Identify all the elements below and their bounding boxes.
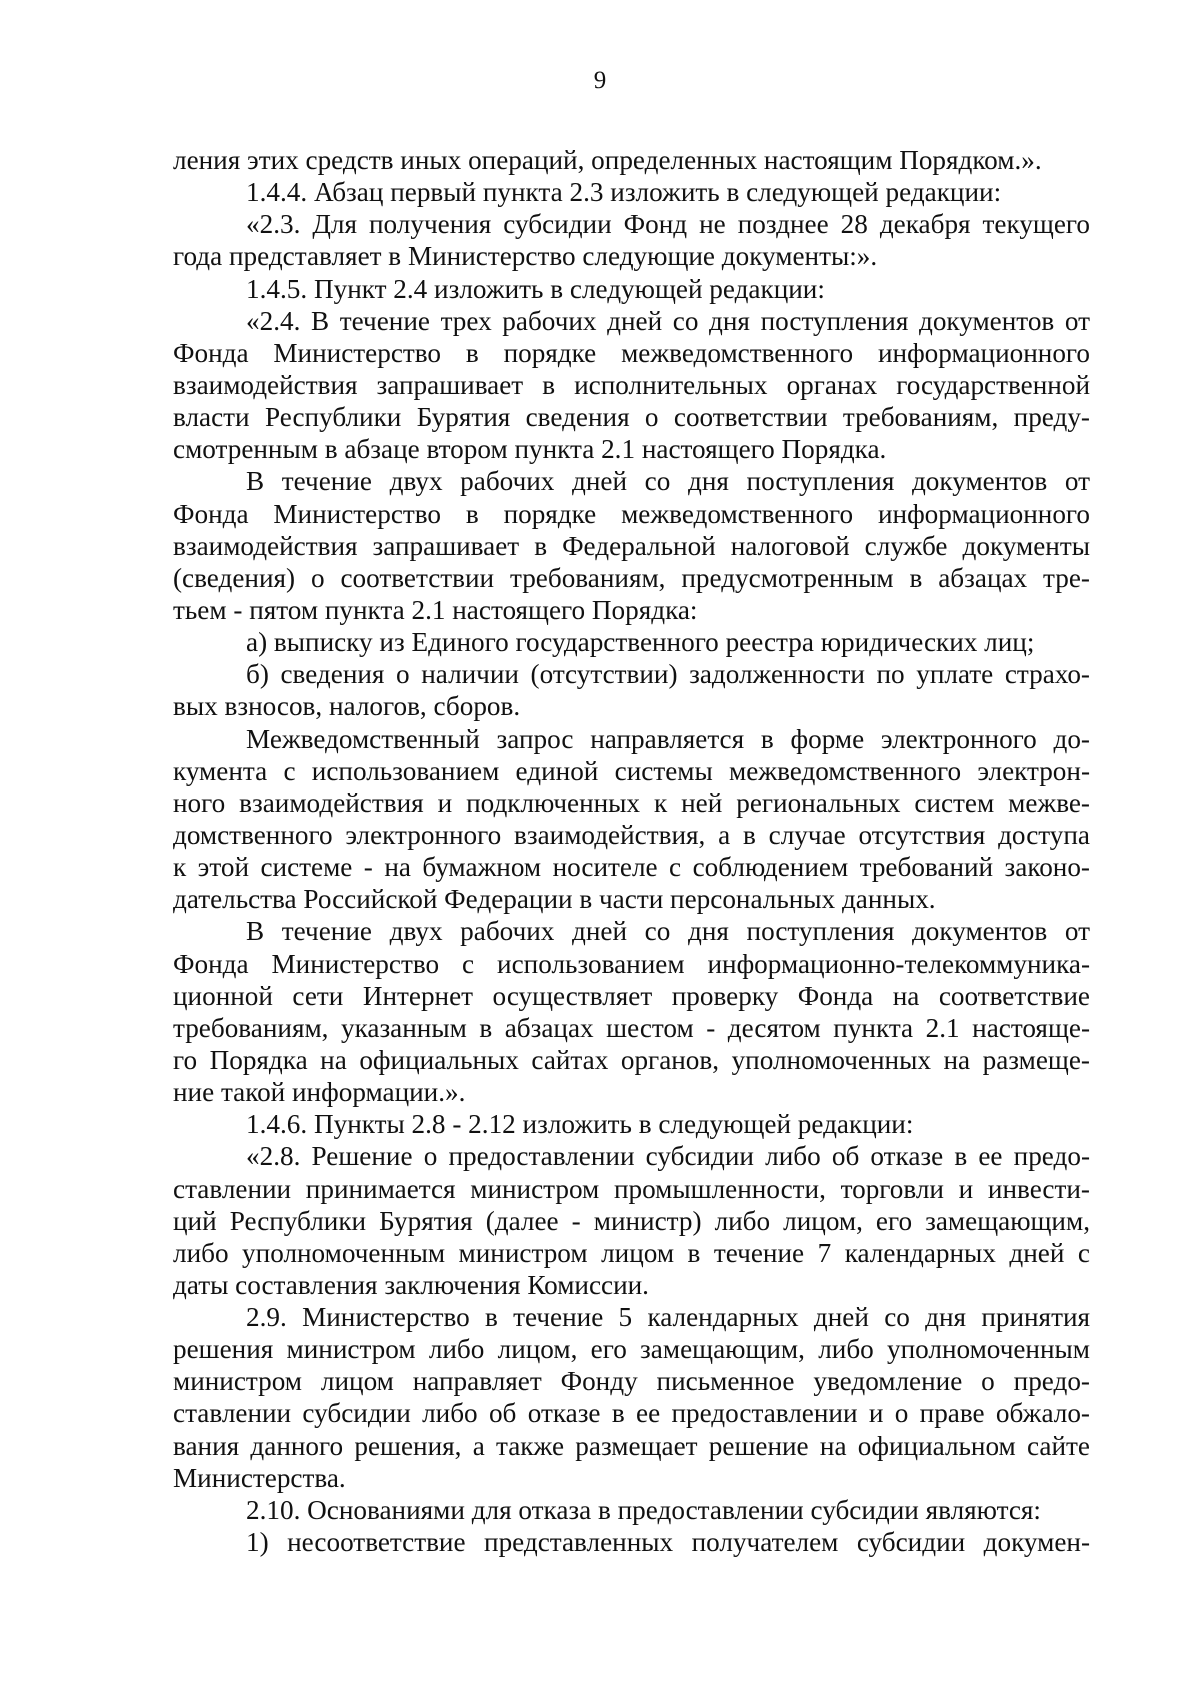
text-line: В течение двух рабочих дней со дня поступления документов от (246, 916, 1090, 947)
text-line: 1.4.4. Абзац первый пункта 2.3 изложить в следующей редакции: (246, 177, 1002, 208)
text-line: смотренным в абзаце втором пункта 2.1 настоящего Порядка. (173, 434, 887, 465)
text-line: либо уполномоченным министром лицом в течение 7 календарных дней с (173, 1237, 1090, 1268)
text-line: требованиям, указанным в абзацах шестом - десятом пункта 2.1 настояще- (173, 1012, 1090, 1043)
text-line: (сведения) о соответствии требованиям, предусмотренным в абзацах тре- (173, 562, 1090, 593)
text-line: 1.4.6. Пункты 2.8 - 2.12 изложить в следующей редакции: (246, 1109, 914, 1140)
text-line: «2.4. В течение трех рабочих дней со дня поступления документов от (246, 305, 1090, 336)
text-line: вых взносов, налогов, сборов. (173, 691, 521, 722)
document-body (173, 144, 1090, 1558)
text-line: к этой системе - на бумажном носителе с соблюдением требований законо- (173, 852, 1090, 883)
text-line: «2.3. Для получения субсидии Фонд не позднее 28 декабря текущего (246, 209, 1090, 240)
text-line: го Порядка на официальных сайтах органов, уполномоченных на размеще- (173, 1044, 1090, 1075)
text-line: ций Республики Бурятия (далее - министр) либо лицом, его замещающим, (173, 1205, 1090, 1236)
text-line: Фонда Министерство в порядке межведомственного информационного (173, 498, 1090, 529)
text-line: ние такой информации.». (173, 1077, 466, 1108)
text-line: даты составления заключения Комиссии. (173, 1269, 649, 1300)
text-line: 2.10. Основаниями для отказа в предоставлении субсидии являются: (246, 1494, 1041, 1525)
text-line: ставлении принимается министром промышленности, торговли и инвести- (173, 1173, 1090, 1204)
text-line: 1) несоответствие представленных получателем субсидии докумен- (246, 1527, 1090, 1558)
page-number: 9 (593, 67, 607, 94)
text-line: взаимодействия запрашивает в Федеральной налоговой службе документы (173, 530, 1090, 561)
text-line: дательства Российской Федерации в части персональных данных. (173, 884, 936, 915)
text-line: а) выписку из Единого государственного реестра юридических лиц; (246, 627, 1035, 658)
text-line: б) сведения о наличии (отсутствии) задолженности по уплате страхо- (246, 659, 1090, 690)
text-line: года представляет в Министерство следующие документы:». (173, 241, 878, 272)
text-line: домственного электронного взаимодействия, а в случае отсутствия доступа (173, 819, 1090, 850)
text-line: 2.9. Министерство в течение 5 календарных дней со дня принятия (246, 1302, 1090, 1333)
text-line: тьем - пятом пункта 2.1 настоящего Порядка: (173, 594, 698, 625)
text-line: кумента с использованием единой системы межведомственного электрон- (173, 755, 1090, 786)
text-line: взаимодействия запрашивает в исполнительных органах государственной (173, 369, 1090, 400)
text-line: вания данного решения, а также размещает решение на официальном сайте (173, 1430, 1090, 1461)
text-line: ления этих средств иных операций, определенных настоящим Порядком.». (173, 145, 1042, 175)
text-line: власти Республики Бурятия сведения о соответствии требованиям, преду- (173, 402, 1090, 433)
text-line: Министерства. (173, 1462, 346, 1493)
text-line: Фонда Министерство в порядке межведомственного информационного (173, 337, 1090, 368)
text-line: министром лицом направляет Фонду письменное уведомление о предо- (173, 1366, 1090, 1397)
text-line: 1.4.5. Пункт 2.4 изложить в следующей редакции: (246, 273, 825, 304)
text-line: решения министром либо лицом, его замещающим, либо уполномоченным (173, 1334, 1090, 1365)
text-line: Фонда Министерство с использованием информационно-телекоммуника- (173, 948, 1090, 979)
text-line: ного взаимодействия и подключенных к ней региональных систем межве- (173, 787, 1090, 818)
text-line: В течение двух рабочих дней со дня поступления документов от (246, 466, 1090, 497)
text-line: ставлении субсидии либо об отказе в ее предоставлении и о праве обжало- (173, 1398, 1090, 1429)
text-line: Межведомственный запрос направляется в форме электронного до- (246, 723, 1090, 754)
text-line: ционной сети Интернет осуществляет проверку Фонда на соответствие (173, 980, 1090, 1011)
text-line: «2.8. Решение о предоставлении субсидии либо об отказе в ее предо- (246, 1141, 1090, 1172)
